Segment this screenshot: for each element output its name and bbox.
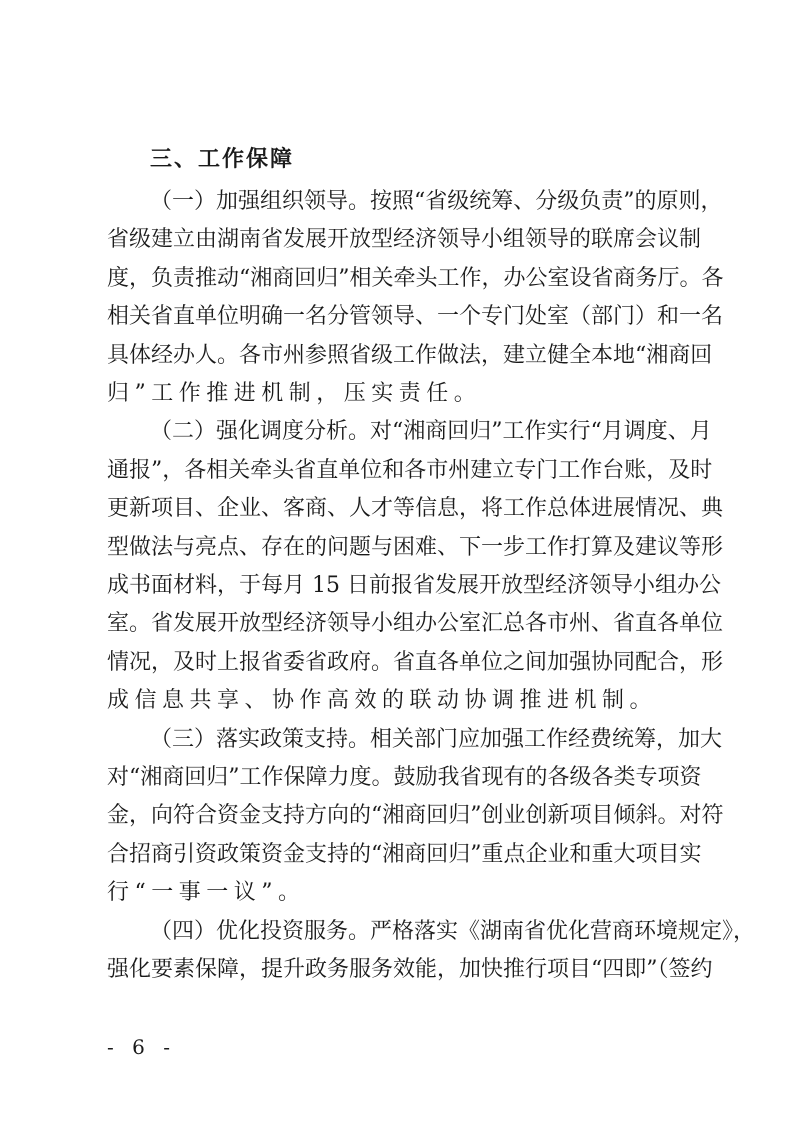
page-number: - 6 -	[107, 1035, 176, 1059]
paragraph-2-line: 型做法与亮点、存在的问题与困难、下一步工作打算及建议等形	[107, 534, 724, 560]
paragraph-1-line: 相关省直单位明确一名分管领导、一个专门处室（部门）和一名	[107, 304, 724, 330]
paragraph-1-line: 度，负责推动“湘商回归”相关牵头工作，办公室设省商务厅。各	[107, 265, 724, 291]
paragraph-2-line: 情况，及时上报省委省政府。省直各单位之间加强协同配合，形	[107, 649, 724, 675]
paragraph-3-line: 金，向符合资金支持方向的“湘商回归”创业创新项目倾斜。对符	[107, 803, 724, 829]
paragraph-2-line: 成书面材料，于每月 15 日前报省发展开放型经济领导小组办公	[107, 573, 721, 598]
paragraph-2-line: 更新项目、企业、客商、人才等信息，将工作总体进展情况、典	[107, 496, 724, 522]
paragraph-1-line: 具体经办人。各市州参照省级工作做法，建立健全本地“湘商回	[107, 342, 713, 368]
paragraph-3-line: 合招商引资政策资金支持的“湘商回归”重点企业和重大项目实	[107, 841, 702, 867]
paragraph-2-line: 通报”，各相关牵头省直单位和各市州建立专门工作台账，及时	[107, 457, 713, 483]
paragraph-1-line: 归”工作推进机制，压实责任。	[107, 381, 482, 406]
paragraph-3-line: 行“一事一议”。	[107, 880, 306, 906]
section-heading: 三、工作保障	[150, 147, 295, 172]
paragraph-1-line: 省级建立由湖南省发展开放型经济领导小组领导的联席会议制	[107, 227, 702, 253]
paragraph-3-line: 对“湘商回归”工作保障力度。鼓励我省现有的各级各类专项资	[107, 765, 702, 790]
paragraph-2-line: 成信息共享、协作高效的联动协调推进机制。	[107, 688, 658, 714]
paragraph-2-line: 室。省发展开放型经济领导小组办公室汇总各市州、省直各单位	[107, 611, 724, 637]
paragraph-4-line: （四）优化投资服务。严格落实《湖南省优化营商环境规定》，	[150, 918, 756, 944]
paragraph-1-line: （一）加强组织领导。按照“省级统筹、分级负责”的原则，	[150, 189, 723, 214]
paragraph-4-line: 强化要素保障，提升政务服务效能，加快推行项目“四即”（签约	[107, 957, 713, 982]
paragraph-2-line: （二）强化调度分析。对“湘商回归”工作实行“月调度、月	[150, 419, 712, 445]
paragraph-3-line: （三）落实政策支持。相关部门应加强工作经费统筹，加大	[150, 726, 723, 752]
